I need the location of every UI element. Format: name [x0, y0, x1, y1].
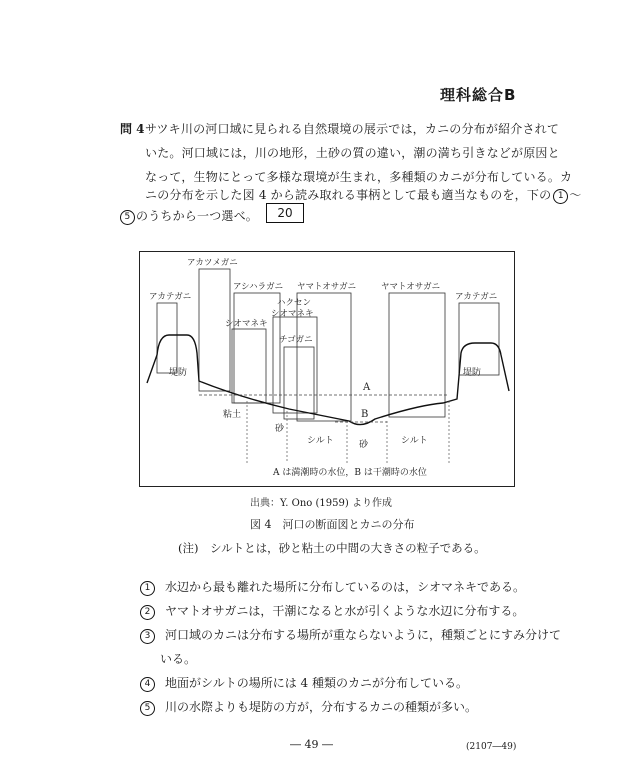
soil-sand-2-label: 砂	[359, 440, 369, 450]
range-bar-shiomaneki-a	[232, 329, 266, 403]
question-line-5	[120, 207, 258, 225]
choice-1[interactable]	[140, 578, 525, 596]
choice-text-4: 地面がシルトの場所には 4 種類のカニが分布している。	[165, 676, 468, 690]
choice-number-2: 2	[140, 605, 155, 620]
question-line-4-text: ニの分布を示した図 4 から読み取れる事柄として最も適当なものを，下の	[145, 188, 552, 202]
choice-number-5: 5	[140, 701, 155, 716]
label-chigogani: チゴガニ	[279, 335, 313, 345]
answer-box[interactable]: 20	[266, 203, 304, 223]
choice-text-2: ヤマトオサガニは，干潮になると水が引くような水辺に分布する。	[165, 604, 525, 618]
soil-silt-1-label: シルト	[307, 436, 334, 446]
range-bar-yamato-2	[389, 293, 445, 417]
choice-3-continuation: いる。	[160, 652, 197, 666]
question-label: 問 4	[120, 122, 145, 136]
level-b-label: B	[361, 409, 369, 420]
exam-code: (2107―49)	[466, 742, 517, 752]
label-akatsumegani: アカツメガニ	[187, 258, 238, 268]
choice-number-4: 4	[140, 677, 155, 692]
label-shiomaneki-a: シオマネキ	[225, 319, 268, 329]
label-ashiharagani: アシハラガニ	[233, 282, 284, 292]
choice-text-3: 河口域のカニは分布する場所が重ならないように，種類ごとにすみ分けて	[165, 628, 562, 642]
page-number: ― 49 ―	[290, 738, 333, 751]
range-start-number: 1	[553, 189, 568, 204]
subject-title: 理科総合B	[440, 86, 517, 104]
range-tilde: 〜	[569, 188, 582, 202]
range-end-number: 5	[120, 210, 135, 225]
question-line-5-text: のうちから一つ選べ。	[136, 209, 259, 223]
water-level-note: A は満潮時の水位，B は干潮時の水位	[273, 468, 427, 478]
embankment-right-label: 堤防	[463, 368, 482, 378]
label-shiomaneki-b: シオマネキ	[271, 309, 314, 319]
riverbed-profile	[147, 335, 509, 425]
figure-caption: 図 4 河口の断面図とカニの分布	[250, 518, 415, 531]
range-bar-akategani-left	[157, 303, 177, 373]
question-line-3: なって，生物にとって多様な環境が生まれ，多種類のカニが分布している。カ	[145, 170, 573, 184]
choice-3[interactable]	[140, 626, 561, 644]
choice-2[interactable]	[140, 602, 524, 620]
question-line-2: いた。河口域には，川の地形，土砂の質の違い，潮の満ち引きなどが原因と	[145, 146, 560, 160]
soil-silt-2-label: シルト	[401, 436, 428, 446]
choice-text-1: 水辺から最も離れた場所に分布しているのは，シオマネキである。	[165, 580, 526, 594]
choice-text-5: 川の水際よりも堤防の方が，分布するカニの種類が多い。	[165, 700, 478, 714]
level-a-label: A	[363, 382, 371, 393]
label-yamato-1: ヤマトオサガニ	[297, 282, 357, 292]
question-line-1: サツキ川の河口域に見られる自然環境の展示では，カニの分布が紹介されて	[145, 122, 560, 136]
label-akategani-right: アカテガニ	[455, 292, 498, 302]
choice-5[interactable]	[140, 698, 477, 716]
soil-clay-label: 粘土	[223, 410, 242, 420]
figure-note: (注) シルトとは，砂と粘土の中間の大きさの粒子である。	[178, 541, 486, 555]
choice-number-3: 3	[140, 629, 155, 644]
figure-source: 出典：Y. Ono (1959) より作成	[250, 498, 392, 509]
label-hakusen: ハクセン	[277, 298, 312, 308]
choice-number-1: 1	[140, 581, 155, 596]
embankment-left-label: 堤防	[169, 368, 188, 378]
question-line-4	[145, 186, 581, 204]
label-yamato-2: ヤマトオサガニ	[381, 282, 441, 292]
range-bar-akatsumegani	[199, 269, 230, 391]
soil-sand-1-label: 砂	[275, 424, 285, 434]
estuary-figure	[139, 251, 515, 487]
choice-4[interactable]	[140, 674, 468, 692]
range-bar-akategani-right	[459, 303, 499, 375]
label-akategani-left: アカテガニ	[149, 292, 192, 302]
